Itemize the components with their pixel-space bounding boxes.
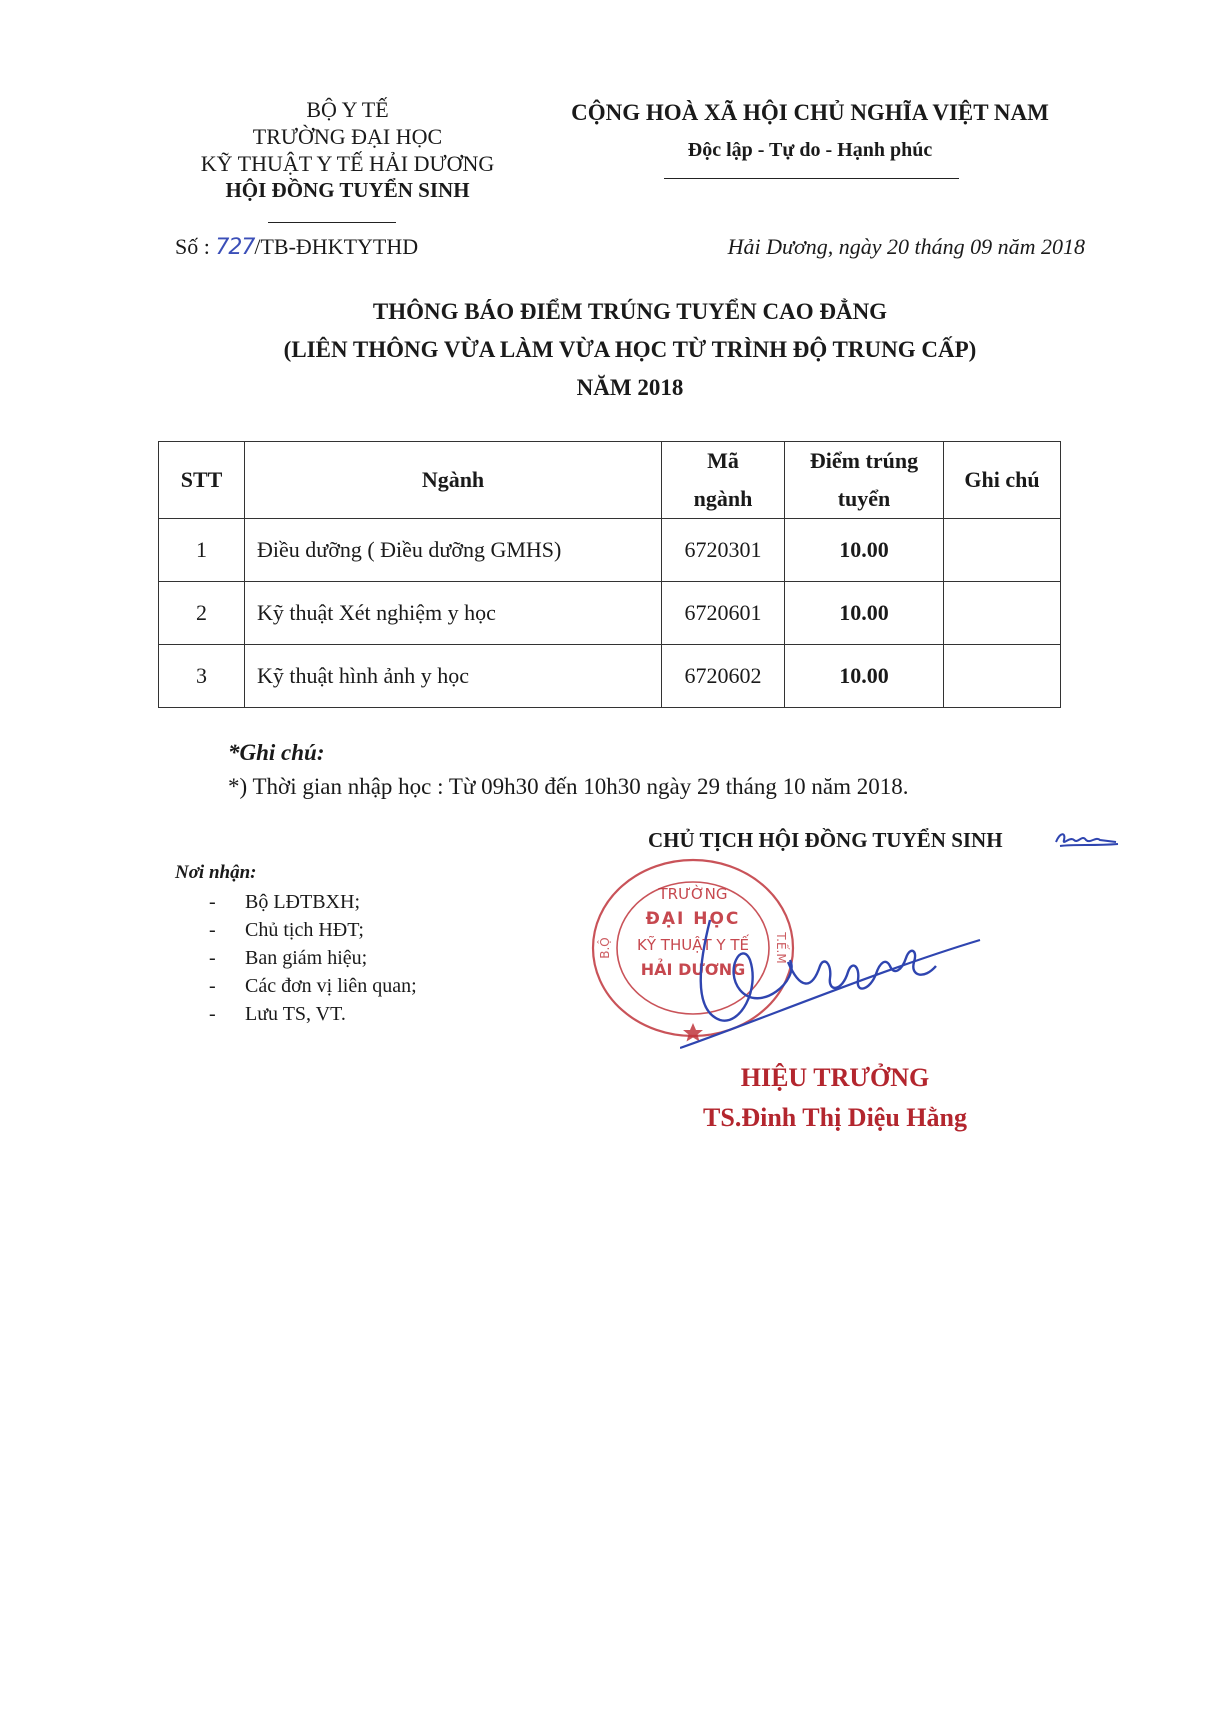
- recipient-label: Bộ LĐTBXH;: [245, 891, 360, 913]
- header-diem: [785, 442, 944, 519]
- initials-scribble-icon: [1052, 826, 1122, 852]
- list-item: - Bộ LĐTBXH;: [175, 888, 417, 916]
- handwritten-signature-icon: [680, 900, 1000, 1050]
- list-item: - Các đơn vị liên quan;: [175, 972, 417, 1000]
- ministry-name: BỘ Y TẾ: [306, 97, 389, 122]
- issuer-block: [165, 96, 530, 204]
- cell-diem: 10.00: [785, 519, 944, 582]
- admission-score-table: [158, 441, 1061, 708]
- document-number-prefix: Số :: [175, 234, 216, 259]
- university-name-line1: TRƯỜNG ĐẠI HỌC: [252, 124, 443, 149]
- signatory-name: TS.Đinh Thị Diệu Hằng: [703, 1103, 967, 1132]
- recipient-label: Lưu TS, VT.: [245, 1003, 346, 1025]
- seal-side-right: T.Ế.M: [774, 932, 788, 964]
- cell-ghi-chu: [944, 582, 1061, 645]
- seal-line3: KỸ THUẬT Y TẾ: [637, 936, 749, 954]
- header-diem-line1: Điểm trúng: [809, 448, 919, 473]
- cell-ghi-chu: [944, 519, 1061, 582]
- motto-divider: [664, 178, 959, 179]
- seal-line2: ĐẠI HỌC: [645, 909, 741, 929]
- header-stt: STT: [159, 442, 245, 519]
- title-line2: (LIÊN THÔNG VỪA LÀM VỪA HỌC TỪ TRÌNH ĐỘ TRUNG CẤP): [283, 337, 977, 362]
- header-nganh: Ngành: [245, 442, 662, 519]
- recipients-title: Nơi nhận:: [175, 862, 257, 883]
- cell-stt: 3: [159, 645, 245, 708]
- table-row: [159, 519, 1061, 582]
- cell-nganh: Điều dưỡng ( Điều dưỡng GMHS): [245, 519, 662, 582]
- table-row: [159, 582, 1061, 645]
- recipient-label: Ban giám hiệu;: [245, 947, 368, 969]
- seal-line1: TRƯỜNG: [658, 885, 728, 903]
- list-item: - Lưu TS, VT.: [175, 1000, 417, 1028]
- cell-nganh: Kỹ thuật Xét nghiệm y học: [245, 582, 662, 645]
- cell-diem: 10.00: [785, 582, 944, 645]
- document-number: [175, 234, 418, 260]
- recipients-list: [175, 888, 417, 1028]
- signatory-position: HIỆU TRƯỞNG: [740, 1063, 930, 1092]
- cell-ghi-chu: [944, 645, 1061, 708]
- cell-stt: 1: [159, 519, 245, 582]
- header-ma-line1: Mã: [707, 448, 739, 473]
- university-name-line2: KỸ THUẬT Y TẾ HẢI DƯƠNG: [200, 151, 495, 176]
- seal-side-left: B.Ộ: [598, 937, 612, 959]
- cell-nganh: Kỹ thuật hình ảnh y học: [245, 645, 662, 708]
- national-name: CỘNG HOÀ XÃ HỘI CHỦ NGHĨA VIỆT NAM: [571, 100, 1049, 125]
- cell-diem: 10.00: [785, 645, 944, 708]
- cell-stt: 2: [159, 582, 245, 645]
- document-title: [160, 293, 1100, 407]
- recipient-label: Chủ tịch HĐT;: [245, 919, 364, 941]
- cell-ma-nganh: 6720601: [662, 582, 785, 645]
- document-number-suffix: /TB-ĐHKTYTHD: [254, 234, 419, 259]
- note-text: *) Thời gian nhập học : Từ 09h30 đến 10h30 ngày 29 tháng 10 năm 2018.: [228, 774, 909, 799]
- table-header-row: [159, 442, 1061, 519]
- seal-line4: HẢI DƯƠNG: [640, 960, 746, 979]
- cell-ma-nganh: 6720301: [662, 519, 785, 582]
- list-item: - Chủ tịch HĐT;: [175, 916, 417, 944]
- recipient-label: Các đơn vị liên quan;: [245, 975, 417, 997]
- header-diem-line2: tuyển: [837, 486, 891, 511]
- list-item: - Ban giám hiệu;: [175, 944, 417, 972]
- document-number-handwritten: 727: [215, 235, 255, 260]
- issuer-divider: [268, 222, 396, 223]
- national-motto: Độc lập - Tự do - Hạnh phúc: [687, 139, 933, 161]
- header-ghi-chu: Ghi chú: [944, 442, 1061, 519]
- title-line1: THÔNG BÁO ĐIỂM TRÚNG TUYỂN CAO ĐẲNG: [372, 299, 888, 324]
- place-date: Hải Dương, ngày 20 tháng 09 năm 2018: [727, 234, 1085, 259]
- table-row: [159, 645, 1061, 708]
- council-name: HỘI ĐỒNG TUYỂN SINH: [225, 178, 470, 202]
- chair-title: CHỦ TỊCH HỘI ĐỒNG TUYỂN SINH: [648, 828, 1003, 852]
- national-block: [555, 98, 1065, 164]
- title-line3: NĂM 2018: [576, 375, 684, 400]
- header-ma-line2: ngành: [693, 486, 753, 511]
- signatory-block: [600, 1058, 1070, 1138]
- cell-ma-nganh: 6720602: [662, 645, 785, 708]
- header-ma-nganh: [662, 442, 785, 519]
- note-title: *Ghi chú:: [228, 740, 325, 765]
